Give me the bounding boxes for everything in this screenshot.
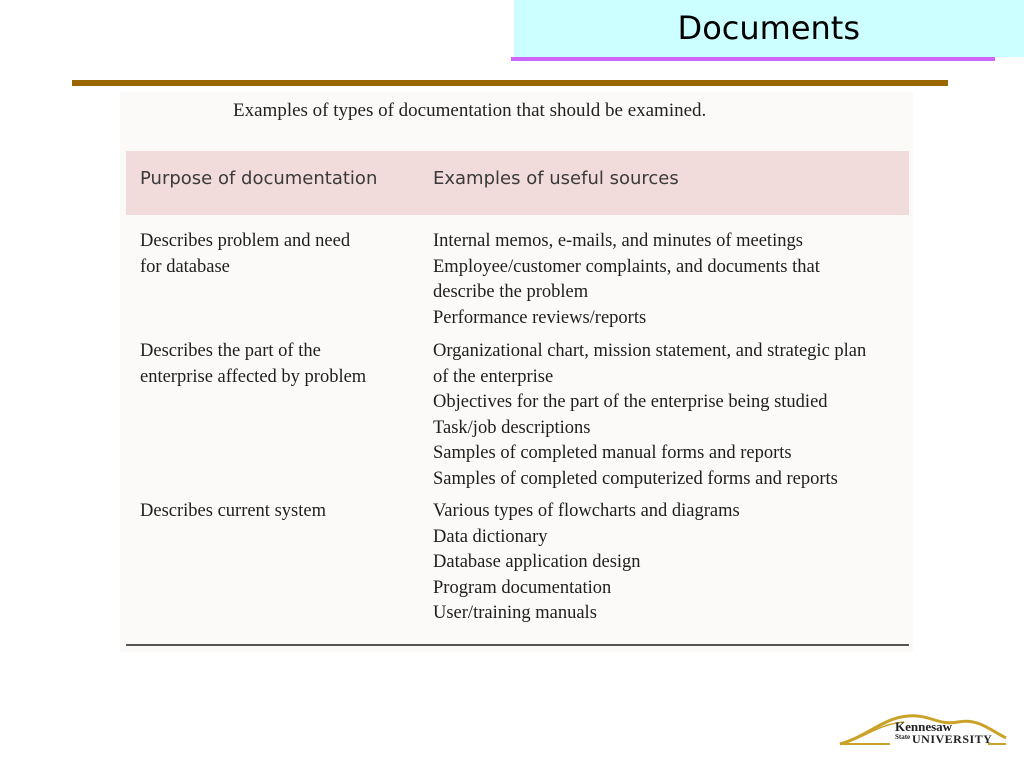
example-line: Data dictionary <box>433 526 548 547</box>
purpose-line: enterprise affected by problem <box>140 366 367 387</box>
example-line: Program documentation <box>433 577 612 598</box>
purpose-line: Describes the part of the <box>140 341 321 361</box>
example-line: Performance reviews/reports <box>433 307 647 328</box>
logo-kennesaw-text: Kennesaw <box>895 719 953 734</box>
column-header-purpose: Purpose of documentation <box>140 168 378 189</box>
example-line: Objectives for the part of the enterprise being studied <box>433 392 828 412</box>
table-caption: Examples of types of documentation that should be examined. <box>233 100 707 121</box>
example-line: Employee/customer complaints, and documents that <box>433 256 820 277</box>
example-line: Samples of completed computerized forms and reports <box>433 468 838 489</box>
title-underline <box>511 57 995 61</box>
example-line: Internal memos, e-mails, and minutes of meetings <box>433 231 803 251</box>
table-row-3-purpose <box>140 499 326 525</box>
logo-university-text: UNIVERSITY <box>912 732 993 746</box>
logo-state-text: State <box>895 733 911 741</box>
table-row-1-purpose <box>140 229 350 280</box>
table-bottom-rule <box>126 644 909 646</box>
example-line: describe the problem <box>433 282 589 302</box>
example-line: User/training manuals <box>433 603 597 623</box>
gold-divider <box>72 80 948 86</box>
column-header-examples: Examples of useful sources <box>433 168 679 189</box>
purpose-line: Describes current system <box>140 501 326 521</box>
example-line: Database application design <box>433 552 641 572</box>
slide-title: Documents <box>677 9 860 47</box>
purpose-line: Describes problem and need <box>140 231 351 251</box>
example-line: Samples of completed manual forms and reports <box>433 443 792 463</box>
example-line: Task/job descriptions <box>433 417 591 438</box>
table-row-2-examples <box>433 339 866 492</box>
example-line: of the enterprise <box>433 366 554 387</box>
example-line: Organizational chart, mission statement, and strategic plan <box>433 341 867 361</box>
purpose-line: for database <box>140 256 230 277</box>
table-row-3-examples <box>433 499 740 627</box>
table-row-1-examples <box>433 229 820 331</box>
example-line: Various types of flowcharts and diagrams <box>433 501 740 521</box>
table-row-2-purpose <box>140 339 366 390</box>
